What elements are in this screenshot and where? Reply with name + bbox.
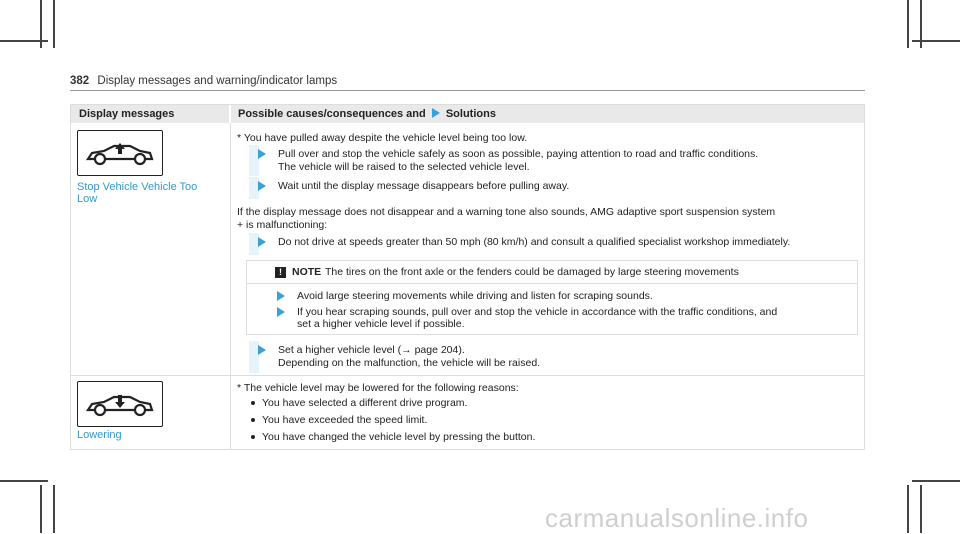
- solution-arrow-icon: [258, 181, 266, 191]
- paragraph-text: If the display message does not disappear and a warning tone also sounds, AMG adaptive sport suspension system: [237, 206, 776, 218]
- bullet: [251, 435, 255, 439]
- crop-mark: [0, 40, 48, 42]
- solution-arrow-icon: [258, 149, 266, 159]
- crop-mark: [40, 485, 42, 533]
- note-divider: [247, 283, 857, 284]
- paragraph-text: + is malfunctioning:: [237, 219, 328, 231]
- solution-arrow-icon: [277, 307, 285, 317]
- bullet: [251, 401, 255, 405]
- solutions-arrow-icon: [432, 108, 440, 118]
- cause-text: * The vehicle level may be lowered for the following reasons:: [237, 382, 519, 394]
- header-rule: [70, 90, 865, 91]
- message-line: Stop Vehicle Vehicle Too: [77, 181, 198, 193]
- solution-text: Wait until the display message disappears before pulling away.: [278, 180, 570, 192]
- column-header-display-messages: Display messages: [71, 105, 229, 123]
- solution-text: Pull over and stop the vehicle safely as soon as possible, paying attention to road and traffic conditions.: [278, 148, 759, 160]
- note-label: NOTE: [292, 266, 322, 278]
- solution-text: Set a higher vehicle level (→ page 204).: [278, 344, 465, 356]
- bullet: [251, 418, 255, 422]
- solution-text: Do not drive at speeds greater than 50 mph (80 km/h) and consult a qualified specialist workshop immediately.: [278, 236, 791, 248]
- note-text: The tires on the front axle or the fenders could be damaged by large steering movements: [325, 266, 739, 278]
- solution-text: Depending on the malfunction, the vehicle will be raised.: [278, 357, 541, 369]
- vehicle-raise-icon: [77, 130, 163, 176]
- crop-mark: [912, 40, 960, 42]
- column-header-solutions: Solutions: [445, 108, 496, 120]
- note-action: If you hear scraping sounds, pull over and stop the vehicle in accordance with the traffic conditions, and: [297, 306, 778, 318]
- crop-mark: [907, 485, 909, 533]
- crop-mark: [907, 0, 909, 48]
- warning-icon: !: [275, 267, 286, 278]
- messages-table: [70, 104, 865, 450]
- solution-arrow-icon: [258, 345, 266, 355]
- list-item: You have exceeded the speed limit.: [262, 414, 428, 426]
- page-title: Display messages and warning/indicator lamps: [97, 75, 338, 87]
- message-text: [77, 181, 217, 205]
- list-item: You have selected a different drive program.: [262, 397, 468, 409]
- row-divider: [71, 375, 864, 376]
- column-header-causes-solutions: [231, 105, 864, 123]
- watermark: carmanualsonline.info: [545, 503, 809, 533]
- crop-mark: [53, 0, 55, 48]
- cause-text: * You have pulled away despite the vehicle level being too low.: [237, 132, 528, 144]
- solution-text: The vehicle will be raised to the selected vehicle level.: [278, 161, 530, 173]
- note-action: Avoid large steering movements while driving and listen for scraping sounds.: [297, 290, 653, 302]
- column-header-causes: Possible causes/consequences and: [238, 108, 426, 120]
- crop-mark: [0, 480, 48, 482]
- message-text: Lowering: [77, 429, 122, 441]
- page-header: [70, 75, 337, 87]
- column-divider: [230, 123, 231, 449]
- page-number: 382: [70, 75, 90, 87]
- solution-arrow-icon: [258, 237, 266, 247]
- crop-mark: [53, 485, 55, 533]
- crop-mark: [912, 480, 960, 482]
- vehicle-lower-icon: [77, 381, 163, 427]
- note-box: [246, 260, 858, 335]
- list-item: You have changed the vehicle level by pressing the button.: [262, 431, 536, 443]
- crop-mark: [920, 485, 922, 533]
- message-line: Low: [77, 193, 98, 205]
- note-action: set a higher vehicle level if possible.: [297, 318, 465, 330]
- solution-arrow-icon: [277, 291, 285, 301]
